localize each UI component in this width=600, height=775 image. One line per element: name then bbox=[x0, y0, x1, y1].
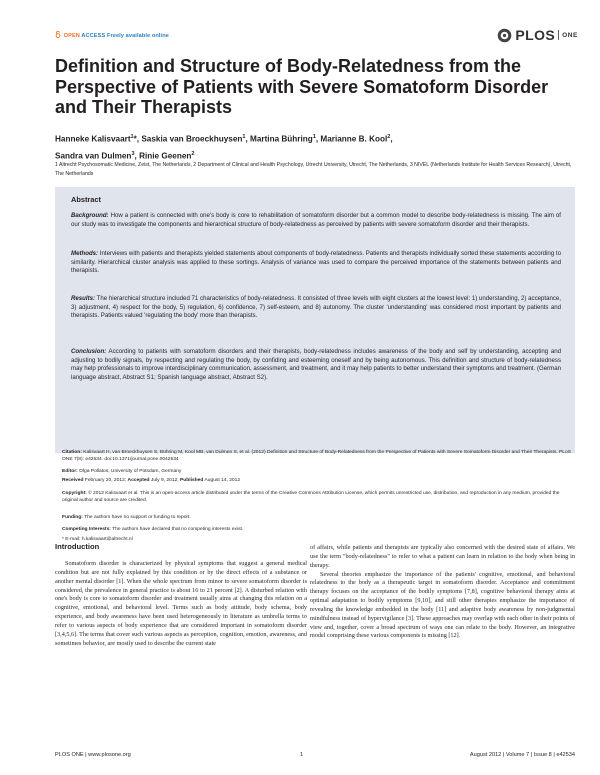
open-access-lock-icon bbox=[55, 31, 61, 38]
abstract-heading: Abstract bbox=[71, 195, 101, 204]
results-label: Results: bbox=[71, 295, 96, 302]
methods-text: Interviews with patients and therapists yielded statements about components of body-relatedness. Patients and therapists individually sorted these statements according to similarity. Hierarchical cluster analysis was applied to these sortings. Analysis of variance was used to compare the perceived importance of the statements between patients and therapists. bbox=[71, 250, 561, 275]
results-text: The hierarchical structure included 71 characteristics of body-relatedness. It consisted of three levels with eight clusters at the lowest level: 1) understanding, 2) acceptance, 3) adjustment, 4) respect for the body, 5) regulation, 6) confidence, 7) self-esteem, and 8) autonomy. The cluster 'understanding' was considered most important by patients and therapists. Patients valued 'regulating the body' more than therapists. bbox=[71, 295, 561, 320]
competing-label: Competing Interests: bbox=[62, 527, 111, 532]
funding bbox=[62, 514, 572, 521]
accepted-label: Accepted bbox=[127, 478, 150, 483]
published-text: August 14, 2012 bbox=[204, 478, 241, 483]
plos-logo-text: PLOS bbox=[515, 27, 556, 43]
open-access-text: ACCESS Freely available online bbox=[81, 33, 169, 39]
page-number: 1 bbox=[300, 752, 304, 758]
author-list bbox=[55, 130, 575, 163]
background-label: Background: bbox=[71, 212, 109, 219]
copyright-text: © 2012 Kalisvaart et al. This is an open-access article distributed under the terms of the Creative Commons Attribution License, which permits unrestricted use, distribution, and reproduction in any medium, provided the original author and source are credited. bbox=[62, 491, 560, 504]
body-column-right bbox=[310, 544, 575, 641]
body-column-left bbox=[55, 560, 307, 648]
plos-logo-icon bbox=[497, 28, 512, 43]
competing-interests bbox=[62, 526, 572, 533]
open-access-banner bbox=[55, 31, 169, 39]
background-text: How a patient is connected with one's body is core to rehabilitation of somatoform disorder but a common model to describe body-relatedness is missing. The aim of our study was to investigate the components and hierarchical structure of body-relatedness as perceived by patients with severe somatoform disorder and their therapists. bbox=[71, 212, 561, 228]
open-access-prefix: OPEN bbox=[63, 33, 80, 39]
plos-logo-sub: ONE bbox=[562, 31, 578, 39]
citation-label: Citation: bbox=[62, 450, 82, 455]
methods-label: Methods: bbox=[71, 250, 99, 257]
intro-paragraph-3: Several theories emphasize the importance of the patients' cognitive, emotional, and behavioral relatedness to the body as a therapeutic target in somatoform disorder. Acceptance and commitment therapy focuses on the acceptance of the bodily symptoms [7,8], cognitive behavioral therapy aims at optimal adaptation to bodily symptoms [9,10], and still other therapies emphasize the importance of revealing the knowledge embedded in the body [11] and adaptive body awareness by non-judgmental mindfulness instead of hypervigilance [3]. These approaches may overlap with each other in their points of view and, together, cover a broad spectrum of ways one can relate to the body. However, an integrative model comprising these various components is missing [12]. bbox=[310, 570, 575, 640]
footer-journal: PLOS ONE | www.plosone.org bbox=[55, 752, 131, 758]
corresponding-email[interactable]: * E-mail: h.kalisvaart@altrecht.nl bbox=[62, 537, 133, 542]
page-footer bbox=[55, 752, 575, 762]
abstract-box bbox=[55, 187, 575, 453]
footer-issue: August 2012 | Volume 7 | Issue 8 | e42534 bbox=[469, 752, 575, 758]
logo-divider bbox=[558, 30, 559, 40]
intro-paragraph-2: of affairs, while patients and therapists are typically also concerned with the desired state of affairs. We use the term "body-relatedness" to refer to what a patient can learn in relation to the body when being in therapy. bbox=[310, 544, 575, 569]
editor-label: Editor: bbox=[62, 469, 78, 474]
funding-label: Funding: bbox=[62, 515, 83, 520]
editor bbox=[62, 468, 572, 475]
received-label: Received bbox=[62, 478, 84, 483]
accepted-text: July 9, 2012; bbox=[150, 478, 179, 483]
editor-text: Olga Pollatos, University of Potsdam, Germany bbox=[79, 469, 182, 474]
author-line-1: Hanneke Kalisvaart$^1$*, Saskia van Broeckhuysen$^1$, Martina Bühring$^1$, Marianne B. Kool$^2$, bbox=[55, 134, 393, 144]
abstract-background bbox=[71, 212, 561, 229]
received-text: February 20, 2012; bbox=[84, 478, 127, 483]
journal-header bbox=[55, 24, 578, 50]
article-title: Definition and Structure of Body-Relatedness from the Perspective of Patients with Severe Somatoform Disorder and Their Therapists bbox=[55, 56, 549, 117]
competing-text: The authors have declared that no competing interests exist. bbox=[112, 527, 244, 532]
affiliations: 1 Altrecht Psychosomatic Medicine, Zeist, The Netherlands, 2 Department of Clinical and Health Psychology, Utrecht University, Utrecht, The Netherlands, 3 NIVEL (Netherlands Institute for Health Services Research), Utrecht, The Netherlands bbox=[55, 162, 572, 177]
author-line-2: Sandra van Dulmen$^3$, Rinie Geenen$^2$ bbox=[55, 150, 195, 161]
citation-text: Kalisvaart H, van Broeckhuysen S, Bühring M, Kool MB, van Dulmen S, et al. (2012) Definition and Structure of Body-Relatedness from the Perspective of Patients with Severe Somatoform Disorder and Their Therapists. PLoS ONE 7(8): e42534. doi:10.1371/journal.pone.0042534 bbox=[62, 450, 571, 463]
abstract-conclusion bbox=[71, 348, 561, 383]
dates bbox=[62, 477, 572, 484]
conclusion-label: Conclusion: bbox=[71, 348, 107, 355]
citation bbox=[62, 449, 572, 464]
abstract-methods bbox=[71, 250, 561, 276]
introduction-heading: Introduction bbox=[55, 542, 100, 551]
abstract-results bbox=[71, 295, 561, 321]
funding-text: The authors have no support or funding to report. bbox=[84, 515, 191, 520]
copyright bbox=[62, 490, 572, 505]
intro-paragraph-1: Somatoform disorder is characterized by physical symptoms that suggest a general medical condition but are not fully explained by this condition or by the direct effects of a substance or another mental disorder [1]. When the whole spectrum from minor to severe somatoform disorder is considered, the prevalence in general practice is about 16 to 21 percent [2]. A disturbed relation with one's body is core to somatoform disorder and treatment usually aims at changing this relation on a cognitive, emotional, and behavioral level. Terms such as body attitude, body schema, body experience, and body awareness have been used heterogeneously in literature as umbrella terms to refer to various aspects of body experience that are considered important in somatoform disorder [3,4,5,6]. The terms that cover such various aspects as perception, cognition, emotion, awareness, and sometimes behavior, are mostly used to describe the current state bbox=[55, 560, 307, 647]
plos-one-logo bbox=[497, 24, 578, 46]
conclusion-text: According to patients with somatoform disorders and their therapists, body-relatedness includes awareness of the body and self by understanding, accepting and adjusting to bodily signals, by respecting and regulating the body, by confiding and esteeming oneself and by being autonomous. This definition and structure of body-relatedness may help professionals to improve interdisciplinary communication, assessment, and treatment, and it may help patients to better understand their symptoms and treatment. (German language abstract, Abstract S1; Spanish language abstract, Abstract S2). bbox=[71, 348, 561, 382]
copyright-label: Copyright: bbox=[62, 491, 87, 496]
published-label: Published bbox=[180, 478, 204, 483]
